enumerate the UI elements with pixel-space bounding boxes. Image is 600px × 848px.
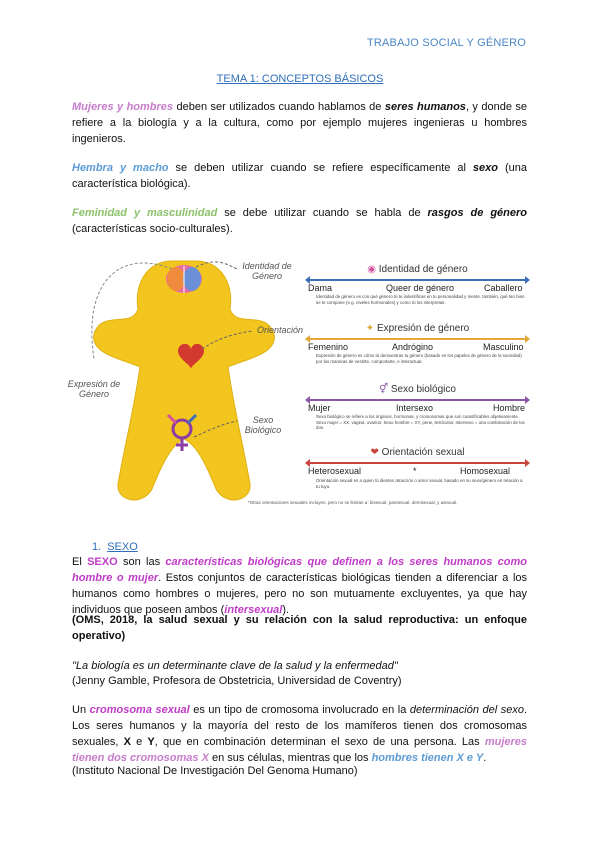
spectrum-description: Expresión de género es cómo tú demuestras tu género (basado en los papeles de género de la sociedad) por las maneras de vestirte, comportarte, e interactuar. bbox=[316, 353, 522, 364]
term-intersexual: intersexual bbox=[224, 604, 283, 616]
text: ). bbox=[282, 604, 290, 616]
row-title-sexo bbox=[308, 384, 527, 395]
term-sexo-caps: SEXO bbox=[87, 556, 118, 568]
spectrum-label: Masculino bbox=[483, 342, 524, 352]
spectrum-bar-orientacion bbox=[308, 462, 527, 464]
spectrum-label: Femenino bbox=[308, 342, 349, 352]
label-sexo-biologico: Sexo Biológico bbox=[244, 415, 282, 435]
paragraph-sexo-definicion bbox=[72, 554, 527, 618]
brain-icon: ◉ bbox=[367, 264, 376, 275]
text: (características socio-culturales). bbox=[72, 223, 233, 235]
label-orientacion: Orientación bbox=[256, 325, 304, 335]
spectrum-description: Sexo biológico se refiere a los órganos, hormonas, y cromosomas que son cuantificables objetivamente. Sexo mujer = XX, vagina, ovarios; Sexo hombre = XY, pene, testículos; Intersexo = una combinación de los dos. bbox=[316, 414, 525, 431]
text: . bbox=[483, 752, 487, 764]
spectrum-label: Andrógino bbox=[392, 342, 434, 352]
text: e bbox=[130, 736, 148, 748]
text: son las bbox=[117, 556, 166, 568]
text: Sexo biológico bbox=[390, 384, 456, 395]
section-number: 1. bbox=[92, 541, 102, 553]
row-title-identidad bbox=[308, 264, 527, 275]
label-identidad-genero: Identidad de Género bbox=[242, 261, 292, 281]
heart-icon: ❤ bbox=[370, 447, 379, 458]
page-title: TEMA 1: CONCEPTOS BÁSICOS bbox=[216, 73, 384, 85]
term-cromosoma-sexual: cromosoma sexual bbox=[89, 704, 190, 716]
quote-source: (Jenny Gamble, Profesora de Obstetricia, Universidad de Coventry) bbox=[72, 675, 402, 687]
text: se debe utilizar cuando se habla de bbox=[217, 207, 428, 219]
spectrum-label: Dama bbox=[308, 283, 333, 293]
spectrum-label: Mujer bbox=[308, 403, 331, 413]
term-mujeres-xx: mujeres tienen dos cromosomas X bbox=[72, 736, 528, 764]
paragraph-hembra-macho bbox=[72, 160, 527, 192]
term-rasgos-genero: rasgos de género bbox=[427, 207, 527, 219]
person-icon: ✦ bbox=[365, 323, 375, 334]
text: Y bbox=[147, 736, 155, 748]
paragraph-feminidad bbox=[72, 205, 527, 237]
text: . Los seres humanos y la mayoría del resto de los mamíferos tienen dos cromosomas sexuales, bbox=[72, 704, 528, 748]
text: es un tipo de cromosoma involucrado en la bbox=[189, 704, 410, 716]
text: Un bbox=[72, 704, 90, 716]
text: , que en combinación determinan el sexo de una persona. Las bbox=[154, 736, 485, 748]
text: . Estos conjuntos de características biológicas tienden a diferenciar a los humanos como hombres o mujeres, pero no son mutuamente excluyentes, ya que hay individuos que poseen ambos ( bbox=[72, 572, 528, 616]
spectrum-label: Intersexo bbox=[396, 403, 434, 413]
spectrum-description: Identidad de género es con qué género tú te indentificas en tu personalidad y mente. también, qué tan bien se te compone (e.g. niveles hormonales) y como tú los interpretas. bbox=[316, 294, 525, 305]
spectrum-bar-sexo bbox=[308, 399, 527, 401]
section-heading-sexo bbox=[92, 541, 138, 553]
paragraph-mujeres-hombres bbox=[72, 99, 527, 147]
term-mujeres-hombres: Mujeres y hombres bbox=[72, 101, 174, 113]
text: Identidad de género bbox=[378, 264, 468, 275]
term-hombres-xy: hombres tienen X e Y bbox=[371, 752, 484, 764]
figure-footnote: *Otras orientaciones sexuales incluyen, pero no se limitan a: bisexual, pansexual, demisexual, y asexual. bbox=[248, 500, 458, 505]
term-seres-humanos: seres humanos bbox=[384, 101, 466, 113]
row-title-expresion bbox=[308, 323, 527, 334]
paragraph-cromosoma bbox=[72, 702, 527, 766]
term-caracteristicas: características biológicas que definen a los seres humanos como hombre o mujer bbox=[72, 556, 527, 584]
spectrum-description: Orientación sexual es a quien tú dientes atracción o amor sexual, basado en su sexo/género en relación a tu tuyo. bbox=[316, 478, 523, 489]
citation-oms: (OMS, 2018, la salud sexual y su relación con la salud reproductiva: un enfoque operativo) bbox=[72, 614, 527, 642]
spectrum-label: Caballero bbox=[484, 283, 523, 293]
text: Expresión de género bbox=[376, 323, 470, 334]
spectrum-label: Heterosexual bbox=[308, 466, 362, 476]
text: , y donde se refiere a la biología y a la cultura, como por ejemplo mujeres ingenieras u hombres ingenieros. bbox=[72, 101, 528, 145]
text: X bbox=[123, 736, 131, 748]
text: en sus células, mientras que los bbox=[208, 752, 372, 764]
text: Orientación sexual bbox=[381, 447, 465, 458]
gender-symbol-icon: ⚥ bbox=[379, 384, 389, 395]
section-title: SEXO bbox=[107, 541, 138, 553]
genderbread-figure bbox=[67, 249, 527, 519]
term-hembra-macho: Hembra y macho bbox=[72, 162, 169, 174]
header-title: TRABAJO SOCIAL Y GÉNERO bbox=[366, 37, 526, 49]
spectrum-bar-identidad bbox=[308, 279, 527, 281]
spectrum-label: Hombre bbox=[493, 403, 526, 413]
quote: "La biología es un determinante clave de la salud y la enfermedad" bbox=[72, 660, 398, 672]
source-instituto: (Instituto Nacional De Investigación Del Genoma Humano) bbox=[72, 765, 358, 777]
spectrum-bar-expresion bbox=[308, 338, 527, 340]
term-feminidad: Feminidad y masculinidad bbox=[72, 207, 218, 219]
spectrum-label: Queer de género bbox=[386, 283, 455, 293]
text: (una característica biológica). bbox=[72, 162, 528, 190]
term-sexo: sexo bbox=[472, 162, 498, 174]
text: se deben utilizar cuando se refiere específicamente al bbox=[168, 162, 473, 174]
row-title-orientacion bbox=[308, 447, 527, 458]
spectrum-label: Homosexual bbox=[460, 466, 511, 476]
term-determinacion: determinación del sexo bbox=[409, 704, 524, 716]
label-expresion-genero: Expresión de Género bbox=[67, 379, 121, 399]
spectrum-label: * bbox=[413, 466, 417, 476]
text: El bbox=[72, 556, 88, 568]
text: deben ser utilizados cuando hablamos de bbox=[173, 101, 385, 113]
